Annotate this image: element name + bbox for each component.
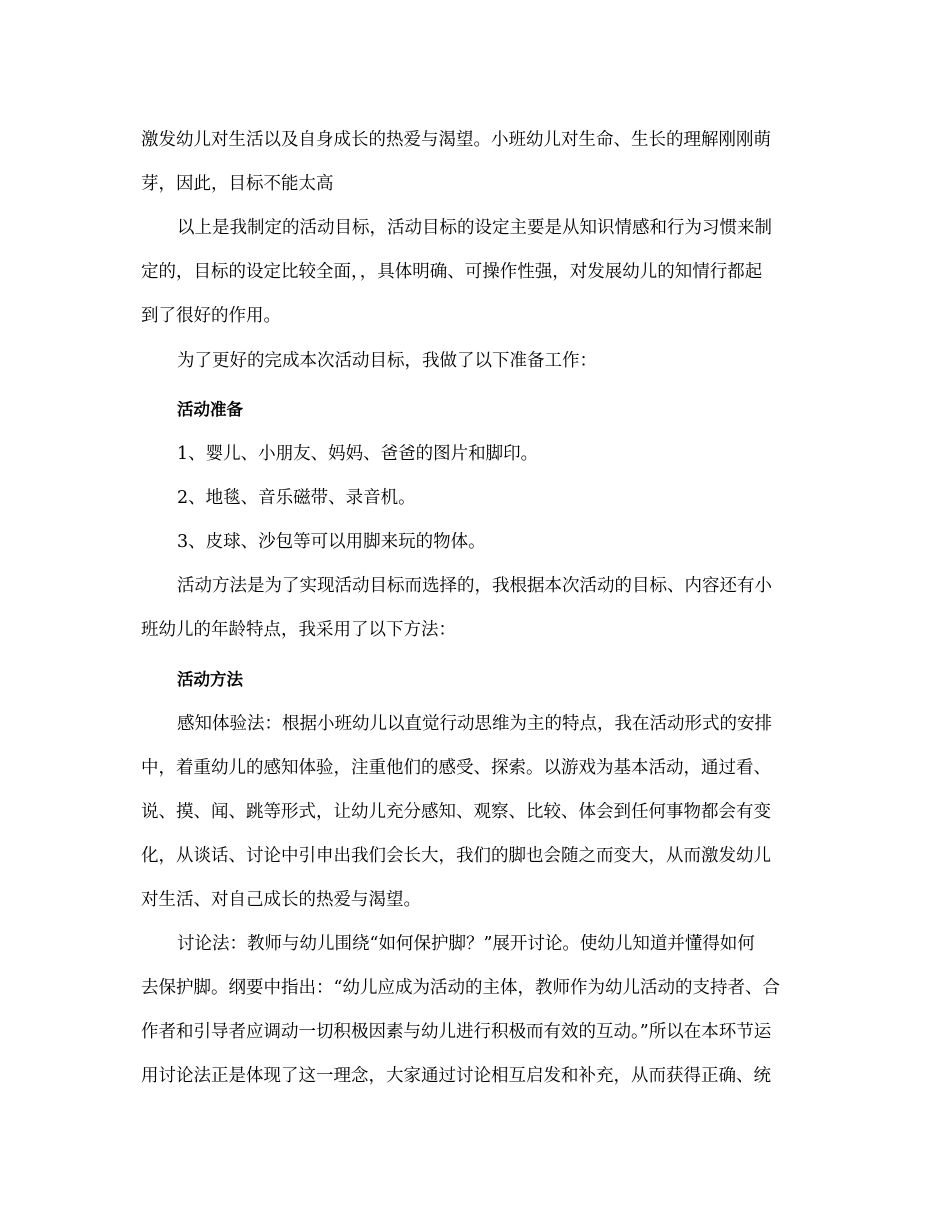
text-line: 到了很好的作用。	[141, 306, 281, 326]
text-line: 用讨论法正是体现了这一理念，大家通过讨论相互启发和补充，从而获得正确、统	[141, 1066, 771, 1086]
text-line: 作者和引导者应调动一切积极因素与幼儿进行积极而有效的互动。”所以在本环节运	[141, 1022, 772, 1042]
text-line: 对生活、对自己成长的热爱与渴望。	[141, 890, 421, 910]
list-item: 1、婴儿、小朋友、妈妈、爸爸的图片和脚印。	[177, 444, 539, 464]
text-line: 说、摸、闻、跳等形式，让幼儿充分感知、观察、比较、体会到任何事物都会有变	[141, 802, 771, 822]
text-line: 芽，因此，目标不能太高	[141, 174, 334, 194]
text-line: 讨论法：教师与幼儿围绕“如何保护脚？”展开讨论。使幼儿知道并懂得如何	[177, 934, 755, 954]
text-line: 定的，目标的设定比较全面，，具体明确、可操作性强，对发展幼儿的知情行都起	[141, 262, 763, 282]
text-line: 化，从谈话、讨论中引申出我们会长大，我们的脚也会随之而变大，从而激发幼儿	[141, 846, 771, 866]
text-line: 班幼儿的年龄特点，我采用了以下方法：	[141, 620, 456, 640]
text-line: 感知体验法：根据小班幼儿以直觉行动思维为主的特点，我在活动形式的安排	[177, 714, 772, 734]
text-line: 中，着重幼儿的感知体验，注重他们的感受、探索。以游戏为基本活动，通过看、	[141, 758, 771, 778]
text-line: 以上是我制定的活动目标，活动目标的设定主要是从知识情感和行为习惯来制	[177, 218, 772, 238]
section-heading: 活动准备	[177, 400, 243, 419]
text-line: 激发幼儿对生活以及自身成长的热爱与渴望。小班幼儿对生命、生长的理解刚刚萌	[141, 130, 771, 150]
text-line: 为了更好的完成本次活动目标，我做了以下准备工作：	[177, 351, 597, 371]
text-line: 活动方法是为了实现活动目标而选择的，我根据本次活动的目标、内容还有小	[177, 576, 772, 596]
list-item: 3、皮球、沙包等可以用脚来玩的物体。	[177, 532, 486, 552]
section-heading: 活动方法	[177, 670, 243, 689]
text-line: 去保护脚。纲要中指出：“幼儿应成为活动的主体，教师作为幼儿活动的支持者、合	[141, 978, 780, 998]
list-item: 2、地毯、音乐磁带、录音机。	[177, 488, 416, 508]
